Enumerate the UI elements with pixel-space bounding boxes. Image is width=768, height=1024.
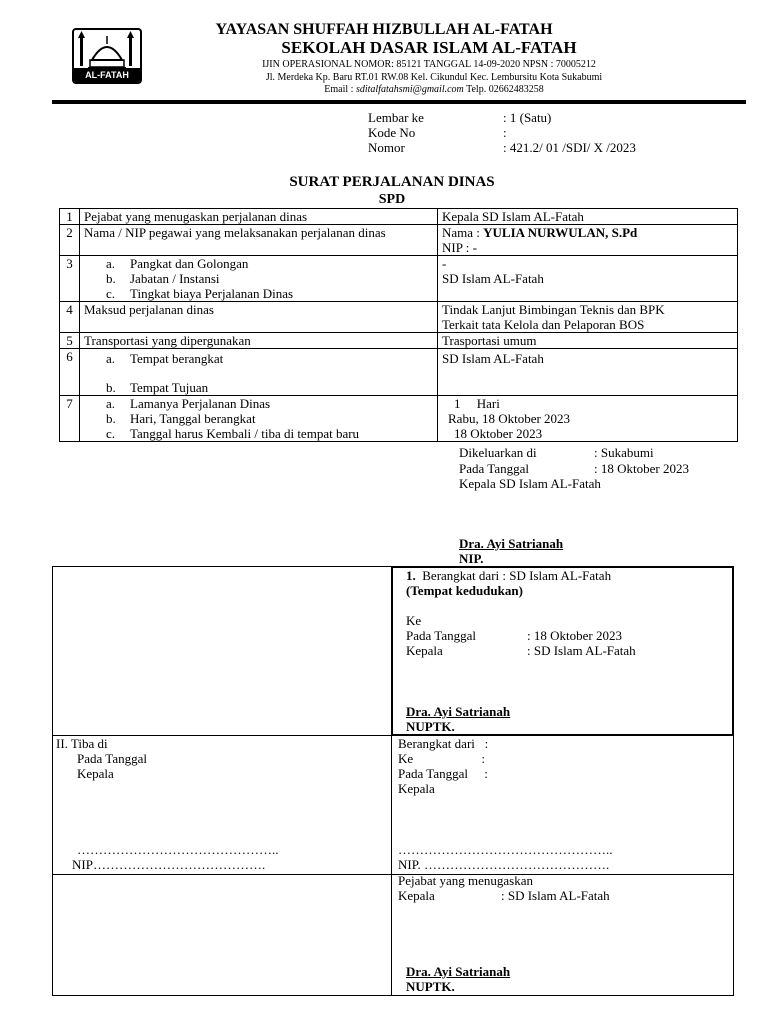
arrival-signature-line: ……………………………………….. [77, 842, 279, 857]
item-text: Lamanya Perjalanan Dinas [130, 396, 271, 411]
issuer-signer: Dra. Ayi Satrianah [459, 536, 564, 551]
row-label: Maksud perjalanan dinas [80, 302, 438, 333]
item-letter: a. [106, 396, 116, 411]
section3-official: Pejabat yang menugaskan [398, 873, 534, 888]
section1-head: : SD Islam AL-Fatah [527, 643, 636, 658]
nomor-label: Nomor [368, 140, 405, 155]
address-line: Jl. Merdeka Kp. Baru RT.01 RW.08 Kel. Cikundul Kec. Lembursitu Kota Sukabumi [265, 72, 603, 83]
row-label: Nama / NIP pegawai yang melaksanakan perjalanan dinas [80, 225, 438, 256]
item-letter: b. [106, 271, 116, 286]
item-text: Tanggal harus Kembali / tiba di tempat baru [130, 426, 360, 441]
foundation-name: YAYASAN SHUFFAH HIZBULLAH AL-FATAH [215, 21, 553, 38]
item-text: Tingkat biaya Perjalanan Dinas [130, 286, 294, 301]
table-row [60, 396, 738, 442]
employee-name-line [442, 225, 733, 240]
list-item [84, 380, 433, 395]
item-letter: b. [106, 411, 116, 426]
item-text: Pangkat dan Golongan [130, 256, 249, 271]
row-number: 1 [60, 209, 80, 225]
box-left-3 [52, 874, 392, 996]
row-number: 5 [60, 333, 80, 349]
section3-head-label: Kepala [398, 888, 435, 903]
section1-date: : 18 Oktober 2023 [527, 628, 622, 643]
email-label: Email : [324, 84, 356, 95]
arrival-nip-line: NIP…………………………………. [72, 857, 266, 872]
row-value [438, 225, 738, 256]
section1-depart [406, 568, 611, 583]
list-item [84, 396, 433, 411]
header-rule [52, 100, 746, 104]
depart2-label: Berangkat dari : [398, 736, 489, 751]
contact-line [0, 84, 768, 96]
issued-place-label: Dikeluarkan di [459, 445, 537, 460]
table-row [60, 209, 738, 225]
depart2-ke: Ke : [398, 751, 486, 766]
arrival-date-label: Pada Tanggal [77, 751, 147, 766]
instansi-value: SD Islam AL-Fatah [442, 271, 544, 286]
section3-nuptk: NUPTK. [406, 979, 455, 994]
permit-line: IJIN OPERASIONAL NOMOR: 85121 TANGGAL 14-09-2020 NPSN : 70005212 [262, 59, 596, 70]
table-row [60, 302, 738, 333]
school-name: SEKOLAH DASAR ISLAM AL-FATAH [281, 38, 577, 57]
duration-value: 1 Hari [454, 396, 500, 411]
document-title: SURAT PERJALANAN DINAS [289, 174, 495, 190]
section3-head: : SD Islam AL-Fatah [501, 888, 610, 903]
list-item [84, 286, 433, 301]
row-value: Trasportasi umum [438, 333, 738, 349]
section1-number: 1. [406, 568, 416, 583]
item-text: Hari, Tanggal berangkat [130, 411, 256, 426]
table-row [60, 349, 738, 396]
phone-number: Telp. 02662483258 [463, 84, 544, 95]
row-number: 4 [60, 302, 80, 333]
nomor-value: : 421.2/ 01 /SDI/ X /2023 [503, 140, 636, 155]
document-subtitle: SPD [378, 192, 406, 207]
item-letter: a. [106, 256, 116, 271]
row-value [438, 349, 738, 396]
box-left-1 [52, 566, 392, 736]
section1-ke: Ke [406, 613, 422, 628]
employee-nip: NIP : - [442, 240, 477, 255]
arrival-head-label: Kepala [77, 766, 114, 781]
table-row [60, 333, 738, 349]
item-letter: c. [106, 286, 116, 301]
section3-signer: Dra. Ayi Satrianah [406, 964, 511, 979]
depart2-signature-line: ………………………………………….. [398, 842, 613, 857]
table-row [60, 256, 738, 302]
departure-date: Rabu, 18 Oktober 2023 [448, 411, 571, 426]
item-letter: a. [106, 351, 116, 366]
list-item [84, 426, 433, 441]
item-text: Jabatan / Instansi [130, 271, 220, 286]
item-text: Tempat berangkat [130, 351, 224, 366]
row-label: Pejabat yang menugaskan perjalanan dinas [80, 209, 438, 225]
spd-table [59, 208, 738, 442]
row-value [438, 302, 738, 333]
logo-text: AL-FATAH [74, 68, 140, 82]
return-date: 18 Oktober 2023 [454, 426, 543, 441]
name-label: Nama : [442, 225, 484, 240]
row-number: 6 [60, 349, 80, 396]
list-item [84, 271, 433, 286]
list-item [84, 411, 433, 426]
issuer-nip: NIP. [459, 551, 484, 566]
employee-name: YULIA NURWULAN, S.Pd [483, 225, 638, 240]
purpose-line: Terkait tata Kelola dan Pelaporan BOS [442, 317, 645, 332]
lembar-label: Lembar ke [368, 110, 424, 125]
row-value [438, 396, 738, 442]
section1-kedudukan: (Tempat kedudukan) [406, 583, 523, 598]
depart2-head: Kepala [398, 781, 435, 796]
row-label [80, 349, 438, 396]
section1-depart-text: Berangkat dari : SD Islam AL-Fatah [415, 568, 612, 583]
list-item [84, 351, 433, 366]
kode-label: Kode No [368, 125, 416, 140]
table-row [60, 225, 738, 256]
item-letter: b. [106, 380, 116, 395]
row-number: 7 [60, 396, 80, 442]
purpose-line: Tindak Lanjut Bimbingan Teknis dan BPK [442, 302, 665, 317]
lembar-value: : 1 (Satu) [503, 110, 552, 125]
row-value: Kepala SD Islam AL-Fatah [438, 209, 738, 225]
section1-date-label: Pada Tanggal [406, 628, 476, 643]
issued-date-label: Pada Tanggal [459, 461, 529, 476]
email-address: sditalfatahsmi@gmail.com [355, 84, 464, 95]
kode-value: : [503, 125, 507, 140]
row-number: 3 [60, 256, 80, 302]
row-label [80, 396, 438, 442]
issued-place: : Sukabumi [594, 445, 654, 460]
row-value [438, 256, 738, 302]
item-text: Tempat Tujuan [130, 380, 209, 395]
issued-date: : 18 Oktober 2023 [594, 461, 689, 476]
section1-head-label: Kepala [406, 643, 443, 658]
section1-nuptk: NUPTK. [406, 719, 455, 734]
list-item [84, 256, 433, 271]
section1-signer: Dra. Ayi Satrianah [406, 704, 511, 719]
row-number: 2 [60, 225, 80, 256]
depart2-nip-line: NIP. ……………………………………. [398, 857, 610, 872]
item-letter: c. [106, 426, 116, 441]
issuer-role: Kepala SD Islam AL-Fatah [459, 476, 601, 491]
golongan-value: - [442, 256, 447, 271]
row-label: Transportasi yang dipergunakan [80, 333, 438, 349]
depart2-date: Pada Tanggal : [398, 766, 488, 781]
row-label [80, 256, 438, 302]
arrival-label: II. Tiba di [56, 736, 108, 751]
departure-place: SD Islam AL-Fatah [442, 351, 544, 366]
